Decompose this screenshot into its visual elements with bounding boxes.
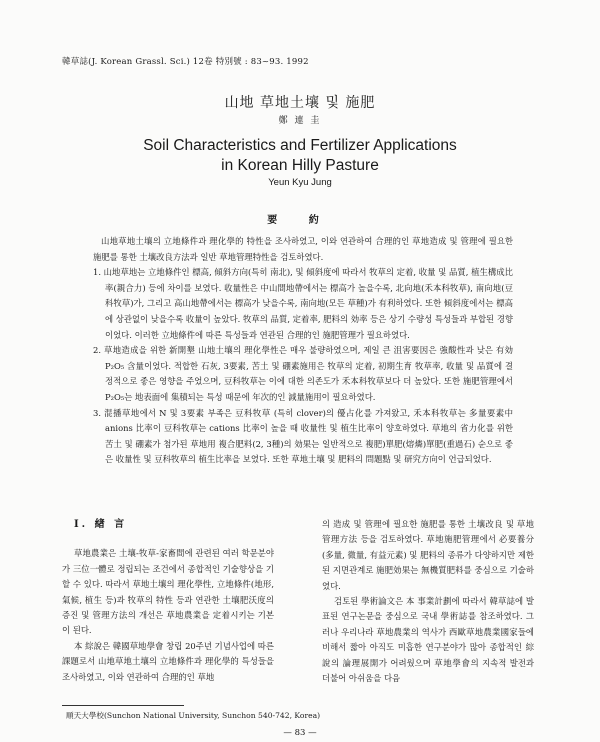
author-korean: 鄭 連 圭	[278, 116, 322, 126]
section-heading-introduction: I. 緖 言	[74, 519, 128, 530]
author-affiliation: 順天大學校(Sunchon National University, Sunchon 540-742, Korea)	[66, 711, 321, 720]
abstract-item: 2. 草地造成을 위한 新開墾 山地土壤의 理化學性은 매우 불량하였으며, 제일 큰 沮害要因은 強酸性과 낮은 有効 P₂O₅ 含量이었다. 적합한 石灰, 3要素, 苦土 및 硼素施用은 牧草의 定着, 初期生育 牧草率, 收量 및 品質에 결정적으로 좋은 영향을 주었으며, 豆科牧草는 이에 대한 의존도가 禾本科牧草보다 더 높았다. 또한 施肥管理에서 P₂O₅는 地表面에 集積되는 특성 때문에 年次的인 減量施用이 필요하였다.	[93, 345, 513, 402]
abstract-item: 1. 山地草地는 立地條件인 標高, 傾斜方向(특히 南北), 및 傾斜度에 따라서 牧草의 定着, 收量 및 品質, 植生構成比率(親合力) 등에 차이를 보였다. 收量性은 中山間地帶에서는 標高가 높을수록, 北向地(禾本科牧草), 南向地(豆科牧草)가, 그리고 高山地帶에서는 標高가 낮을수록, 南向地(모든 草種)가 有利하였다. 또한 傾斜度에서는 標高에 상관없이 낮을수록 收量이 높았다. 牧草의 品質, 定着率, 肥料의 効率 등은 상기 수량성 특성들과 부합된 경향이었다. 이러한 立地條件에 따른 특성들과 연관된 合理的인 施肥管理가 필요하였다.	[93, 267, 513, 340]
author-english: Yeun Kyu Jung	[268, 177, 332, 188]
title-korean: 山地 草地土壤 및 施肥	[224, 95, 376, 111]
abstract-item: 3. 混播草地에서 N 및 3要素 부족은 豆科牧草 (특히 clover)의 優占化를 가져왔고, 禾本科牧草는 多量要素中 anions 比率이 豆科牧草는 cations 比率이 높을 때 收量性 및 植生比率이 양호하였다. 草地의 省力化를 위한 苦土 및 硼素가 첨가된 草地用 複合肥料(2, 3種)의 効果는 일반적으로 複肥)單肥(熔燐)單肥(重過石) 순으로 좋은 收量性 및 豆科牧草의 植生比率을 보였다. 또한 草地土壤 및 肥料의 問題點 및 研究方向이 언급되었다.	[93, 407, 513, 465]
footnote-rule	[62, 705, 184, 706]
abstract-intro: 山地草地土壤의 立地條件과 理化學的 特性을 조사하였고, 이와 연관하여 合理的인 草地造成 및 管理에 필요한 施肥를 통한 土壤改良方法과 일반 草地管理特性을 검토하였다.	[93, 236, 513, 262]
body-paragraph: 草地農業은 土壤-牧草-家畜間에 관련된 여러 학문분야가 三位一體로 정립되는 조건에서 종합적인 기술향상을 기할 수 있다. 따라서 草地土壤의 理化學性, 立地條件(地形, 氣候, 植生 등)과 牧草의 特性 등과 연관한 土壤肥沃度의 증진 및 管理方法의 개선은 草地農業을 定着시키는 기본이 된다.	[62, 548, 274, 636]
body-left-column	[62, 517, 274, 685]
abstract-body	[93, 234, 513, 468]
page-number: — 83 —	[283, 728, 317, 738]
abstract-findings-list	[93, 265, 513, 468]
body-paragraph: 검토된 學術論文은 本 事業計劃에 따라서 韓草誌에 발표된 연구논문을 중심으로 국내 學術誌를 참조하였다. 그러나 우리나라 草地農業의 역사가 西歐草地農業國家들에 비해서 짧아 아직도 미흡한 연구분야가 많아 종합적인 綜說의 論理展開가 어려웠으며 草地學會의 지속적 발전과 더불어 아쉬움을 다음	[322, 596, 534, 684]
title-english-line1: Soil Characteristics and Fertilizer Applications	[143, 137, 457, 154]
body-paragraph: 本 綜說은 韓國草地學會 창립 20주년 기념사업에 따른 課題로서 山地草地土壤의 立地條件과 理化學的 특성들을 조사하였고, 이와 연관하여 合理的인 草地	[62, 640, 274, 682]
journal-citation: 韓草誌(J. Korean Grassl. Sci.) 12卷 特別號 : 83~93. 1992	[62, 57, 309, 67]
body-paragraph: 의 造成 및 管理에 필요한 施肥를 통한 土壤改良 및 草地管理方法 등을 검토하였다. 草地施肥管理에서 必要養分(多量, 微量, 有益元素) 및 肥料의 종류가 다양하지만 제한된 지면관계로 施肥効果는 無機質肥料를 중심으로 기술하였다.	[322, 519, 534, 591]
body-right-column	[322, 517, 534, 686]
abstract-heading: 要 約	[267, 215, 333, 226]
title-english	[0, 136, 600, 176]
title-english-line2: in Korean Hilly Pasture	[221, 157, 379, 174]
